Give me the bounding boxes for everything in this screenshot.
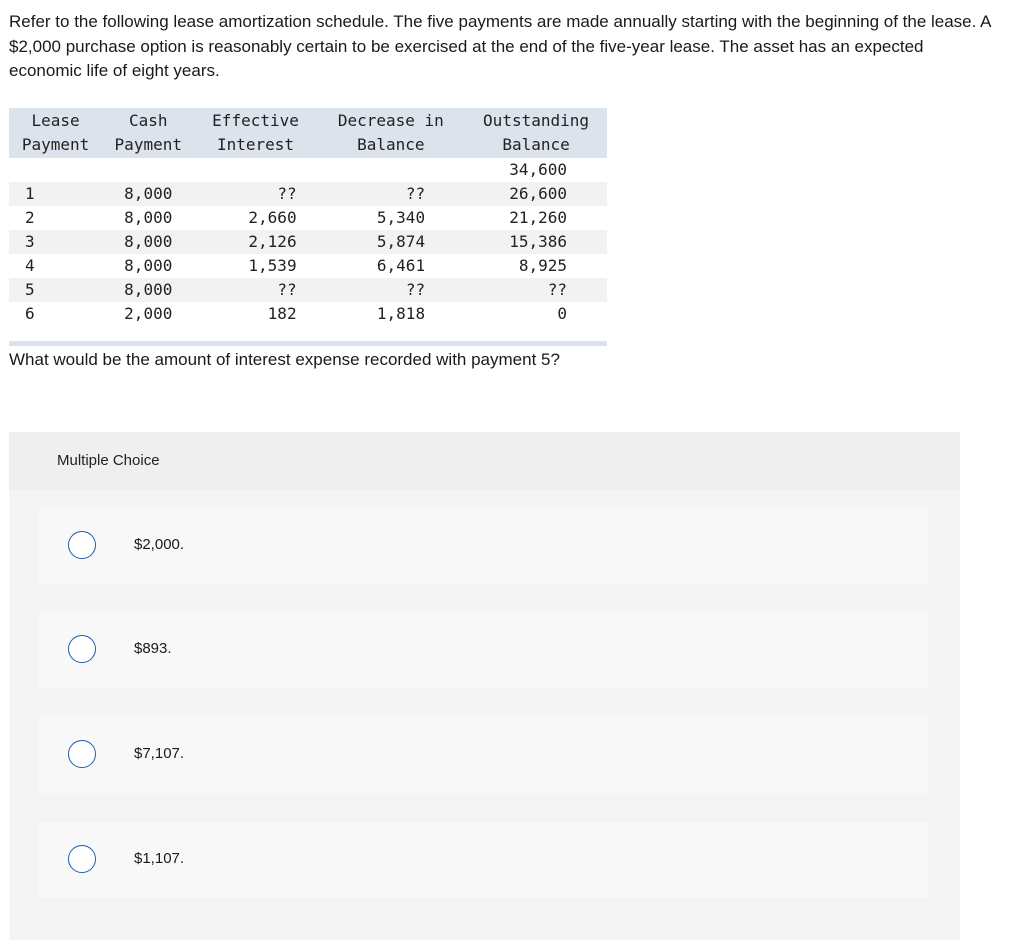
table-row: [9, 230, 607, 254]
cell-lease: 4: [25, 256, 35, 275]
cell-cash: 8,000: [124, 208, 173, 227]
choice-label: $893.: [134, 640, 172, 657]
choice-option-4[interactable]: [39, 822, 928, 898]
choice-option-1[interactable]: [39, 508, 928, 584]
header-effective-line2: Interest: [216, 135, 295, 154]
table-row: [9, 206, 607, 230]
cell-balance: ??: [547, 280, 567, 299]
radio-button[interactable]: [68, 845, 96, 873]
table-row: [9, 254, 607, 278]
table-footer-bar: [9, 341, 607, 346]
question-prompt: What would be the amount of interest expense recorded with payment 5?: [9, 350, 560, 369]
cell-interest: 2,660: [248, 208, 297, 227]
multiple-choice-panel: [9, 432, 960, 940]
cell-decrease: ??: [405, 184, 426, 203]
cell-balance: 21,260: [509, 208, 567, 227]
header-decrease-line1: Decrease in: [337, 111, 444, 130]
cell-lease: 1: [25, 184, 35, 203]
header-cash-line1: Cash: [129, 111, 168, 130]
cell-interest: 182: [267, 304, 297, 323]
cell-cash: 2,000: [124, 304, 173, 323]
cell-lease: 2: [25, 208, 35, 227]
cell-cash: 8,000: [124, 232, 173, 251]
table-row: [9, 278, 607, 302]
cell-cash: 8,000: [124, 184, 173, 203]
radio-button[interactable]: [68, 740, 96, 768]
choice-option-2[interactable]: [39, 612, 928, 688]
cell-lease: 5: [25, 280, 35, 299]
header-lease-line1: Lease: [31, 111, 80, 130]
opening-balance-row: [9, 158, 607, 182]
opening-balance: 34,600: [509, 160, 567, 179]
cell-decrease: 5,340: [376, 208, 426, 227]
cell-balance: 8,925: [518, 256, 567, 275]
choice-label: $7,107.: [134, 745, 185, 762]
cell-interest: 2,126: [248, 232, 297, 251]
cell-balance: 15,386: [509, 232, 567, 251]
choice-option-3[interactable]: [39, 717, 928, 793]
table-spacer: [9, 326, 607, 341]
cell-balance: 26,600: [509, 184, 567, 203]
cell-lease: 6: [25, 304, 35, 323]
question-text: Refer to the following lease amortization schedule. The five payments are made annually starting with the beginning of the lease. A $2,000 purchase option is reasonably certain to be exercised at the end of the five-year lease. The asset has an expected economic life of eight years.: [9, 12, 991, 80]
multiple-choice-title: Multiple Choice: [57, 452, 160, 469]
table-row: [9, 302, 607, 326]
cell-lease: 3: [25, 232, 35, 251]
lease-amortization-table: [9, 108, 607, 346]
cell-decrease: 1,818: [376, 304, 426, 323]
cell-decrease: 6,461: [376, 256, 426, 275]
cell-cash: 8,000: [124, 280, 173, 299]
choice-label: $2,000.: [134, 536, 185, 553]
cell-balance: 0: [557, 304, 567, 323]
cell-decrease: 5,874: [376, 232, 426, 251]
cell-decrease: ??: [405, 280, 426, 299]
multiple-choice-header: [9, 432, 960, 490]
cell-interest: ??: [277, 280, 297, 299]
cell-interest: 1,539: [248, 256, 297, 275]
header-decrease-line2: Balance: [357, 135, 425, 154]
header-lease-line2: Payment: [21, 135, 90, 154]
cell-interest: ??: [277, 184, 297, 203]
header-outstanding-line1: Outstanding: [483, 111, 590, 130]
header-cash-line2: Payment: [114, 135, 182, 154]
header-outstanding-line2: Balance: [502, 135, 570, 154]
cell-cash: 8,000: [124, 256, 173, 275]
header-effective-line1: Effective: [212, 111, 299, 130]
table-row: [9, 182, 607, 206]
radio-button[interactable]: [68, 531, 96, 559]
radio-button[interactable]: [68, 635, 96, 663]
choice-label: $1,107.: [134, 850, 185, 867]
